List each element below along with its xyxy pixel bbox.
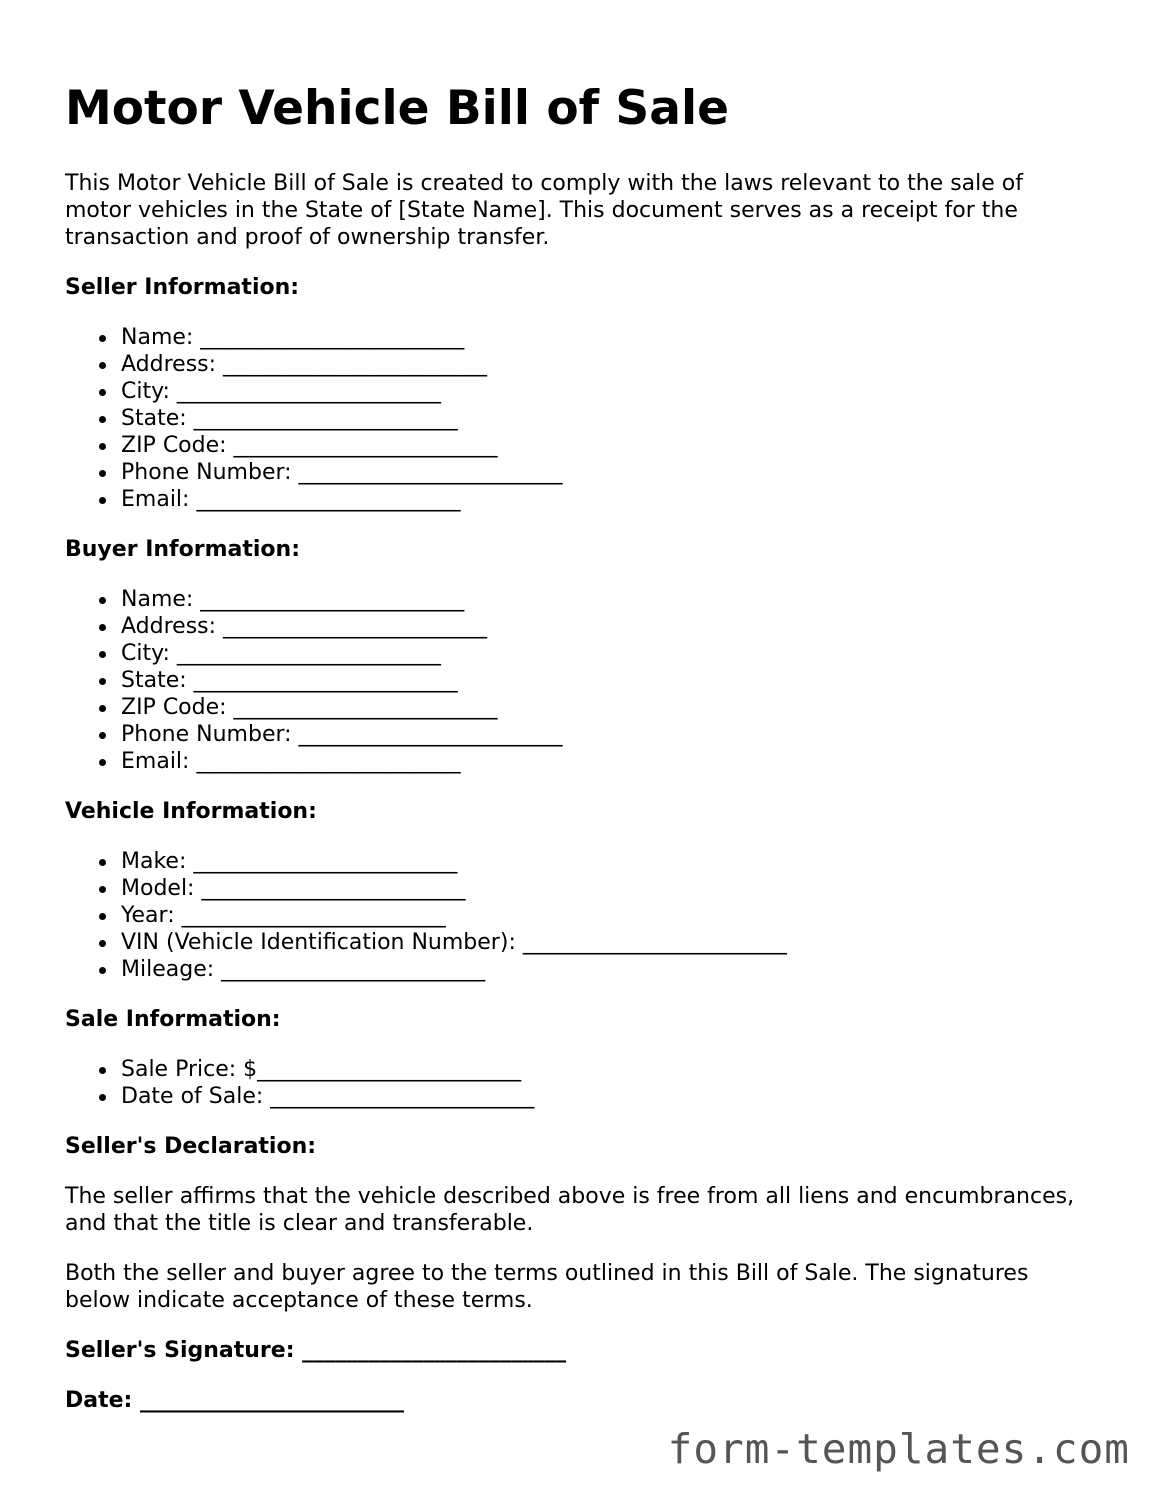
- sale-section-heading: Sale Information:: [65, 1007, 281, 1032]
- document-page: [65, 78, 1085, 1437]
- buyer-address-field[interactable]: Address: ________________________: [121, 613, 1085, 640]
- buyer-email-field[interactable]: Email: ________________________: [121, 748, 1085, 775]
- vehicle-year-field[interactable]: Year: ________________________: [121, 902, 1085, 929]
- buyer-field-list: [65, 586, 1085, 775]
- seller-address-field[interactable]: Address: ________________________: [121, 351, 1085, 378]
- intro-paragraph: This Motor Vehicle Bill of Sale is created to comply with the laws relevant to the sale of motor vehicles in the State of [State Name]. This document serves as a receipt for the transaction and proof of ownership transfer.: [65, 171, 1023, 250]
- seller-name-field[interactable]: Name: ________________________: [121, 324, 1085, 351]
- buyer-section-heading: Buyer Information:: [65, 537, 300, 562]
- declaration-section-heading: Seller's Declaration:: [65, 1134, 317, 1159]
- seller-email-field[interactable]: Email: ________________________: [121, 486, 1085, 513]
- vehicle-make-field[interactable]: Make: ________________________: [121, 848, 1085, 875]
- seller-state-field[interactable]: State: ________________________: [121, 405, 1085, 432]
- buyer-phone-field[interactable]: Phone Number: ________________________: [121, 721, 1085, 748]
- watermark: form-templates.com: [667, 1425, 1130, 1473]
- seller-signature-field[interactable]: Seller's Signature: ________________________: [65, 1338, 567, 1363]
- document-title: Motor Vehicle Bill of Sale: [65, 81, 729, 136]
- signature-date-field[interactable]: Date: ________________________: [65, 1388, 405, 1413]
- sale-field-list: [65, 1056, 1085, 1110]
- buyer-city-field[interactable]: City: ________________________: [121, 640, 1085, 667]
- vehicle-field-list: [65, 848, 1085, 983]
- agreement-paragraph: Both the seller and buyer agree to the terms outlined in this Bill of Sale. The signatures below indicate acceptance of these terms.: [65, 1261, 1029, 1313]
- seller-city-field[interactable]: City: ________________________: [121, 378, 1085, 405]
- seller-section-heading: Seller Information:: [65, 275, 300, 300]
- sale-price-field[interactable]: Sale Price: $________________________: [121, 1056, 1085, 1083]
- declaration-paragraph: The seller affirms that the vehicle described above is free from all liens and encumbrances, and that the title is clear and transferable.: [65, 1184, 1075, 1236]
- vehicle-mileage-field[interactable]: Mileage: ________________________: [121, 956, 1085, 983]
- buyer-name-field[interactable]: Name: ________________________: [121, 586, 1085, 613]
- seller-field-list: [65, 324, 1085, 513]
- sale-date-field[interactable]: Date of Sale: ________________________: [121, 1083, 1085, 1110]
- vehicle-model-field[interactable]: Model: ________________________: [121, 875, 1085, 902]
- buyer-zip-field[interactable]: ZIP Code: ________________________: [121, 694, 1085, 721]
- seller-phone-field[interactable]: Phone Number: ________________________: [121, 459, 1085, 486]
- vehicle-vin-field[interactable]: VIN (Vehicle Identification Number): ________________________: [121, 929, 1085, 956]
- vehicle-section-heading: Vehicle Information:: [65, 799, 317, 824]
- buyer-state-field[interactable]: State: ________________________: [121, 667, 1085, 694]
- seller-zip-field[interactable]: ZIP Code: ________________________: [121, 432, 1085, 459]
